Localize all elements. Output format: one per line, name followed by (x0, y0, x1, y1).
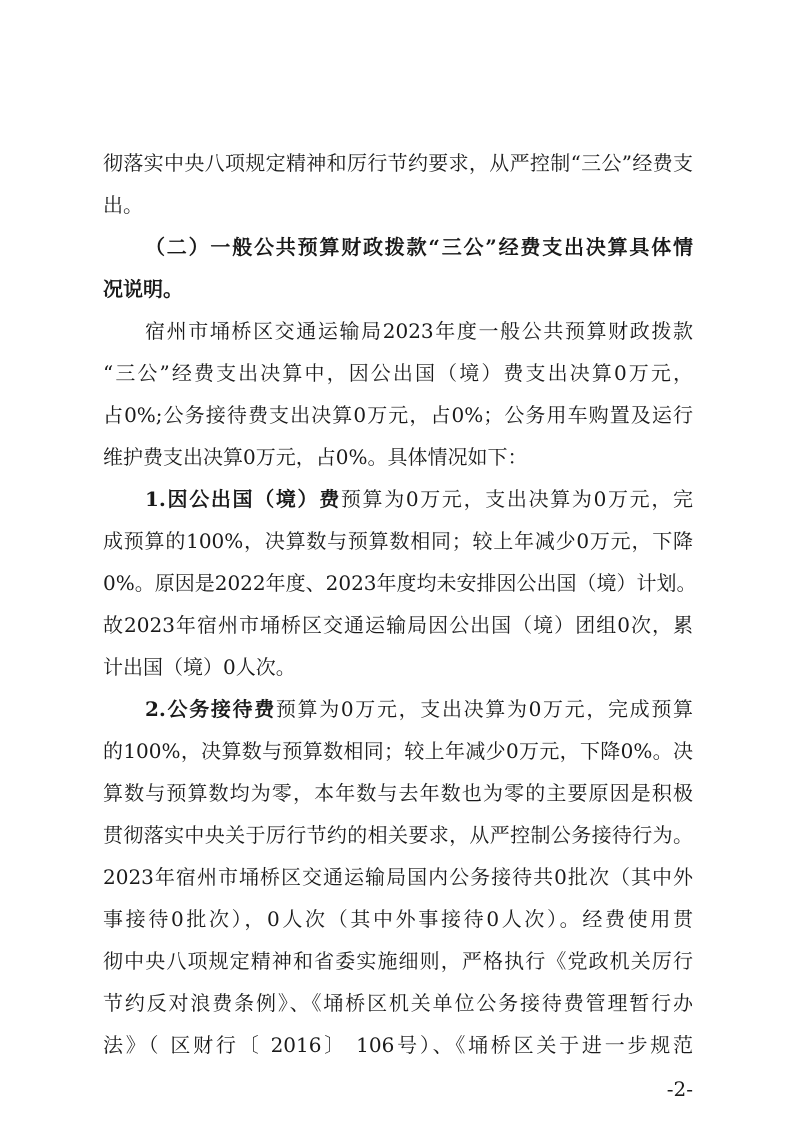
text-line (145, 489, 693, 509)
text-line: 成预算的100%，决算数与预算数相同；较上年减少0万元，下降 (103, 529, 693, 553)
text-line: 节约反对浪费条例》、《埇桥区机关单位公务接待费管理暂行办 (103, 991, 693, 1015)
text-line (145, 699, 693, 719)
text-line: 0%。原因是2022年度、2023年度均未安排因公出国（境）计划。 (103, 571, 697, 595)
text-line: 法》（ 区财行〔 2016〕 106号）、《埇桥区关于进一步规范 (103, 1033, 693, 1057)
text-line: 贯彻落实中央关于厉行节约的相关要求，从严控制公务接待行为。 (103, 823, 693, 847)
item-text: 预算为0万元，支出决算为0万元，完 (340, 487, 693, 511)
text-line: 算数与预算数均为零，本年数与去年数也为零的主要原因是积极 (103, 781, 693, 805)
text-line: 维护费支出决算0万元，占0%。具体情况如下： (103, 445, 528, 469)
text-line: 彻落实中央八项规定精神和厉行节约要求，从严控制“三公”经费支 (103, 151, 693, 175)
item-lead: 2.公务接待费 (145, 697, 276, 721)
text-line: 出。 (103, 193, 143, 217)
page-number: -2- (666, 1077, 693, 1101)
text-line: 故2023年宿州市埇桥区交通运输局因公出国（境）团组0次，累 (103, 613, 693, 637)
text-line: 占0%;公务接待费支出决算0万元，占0%；公务用车购置及运行 (103, 403, 693, 427)
text-line: 事接待0批次），0人次（其中外事接待0人次）。经费使用贯 (103, 907, 693, 931)
text-line: 2023年宿州市埇桥区交通运输局国内公务接待共0批次（其中外 (103, 865, 693, 889)
text-line: 计出国（境）0人次。 (103, 655, 296, 679)
item-text: 预算为0万元，支出决算为0万元，完成预算 (275, 697, 693, 721)
text-line: 的100%，决算数与预算数相同；较上年减少0万元，下降0%。决 (103, 739, 693, 763)
item-lead: 1.因公出国（境）费 (145, 487, 341, 511)
text-line: 宿州市埇桥区交通运输局2023年度一般公共预算财政拨款 (145, 319, 693, 343)
section-heading: 况说明。 (103, 277, 183, 301)
section-heading: （二）一般公共预算财政拨款“三公”经费支出决算具体情 (145, 235, 693, 259)
text-line: 彻中央八项规定精神和省委实施细则，严格执行《党政机关厉行 (103, 949, 693, 973)
text-line: “三公”经费支出决算中，因公出国（境）费支出决算0万元， (103, 361, 693, 385)
